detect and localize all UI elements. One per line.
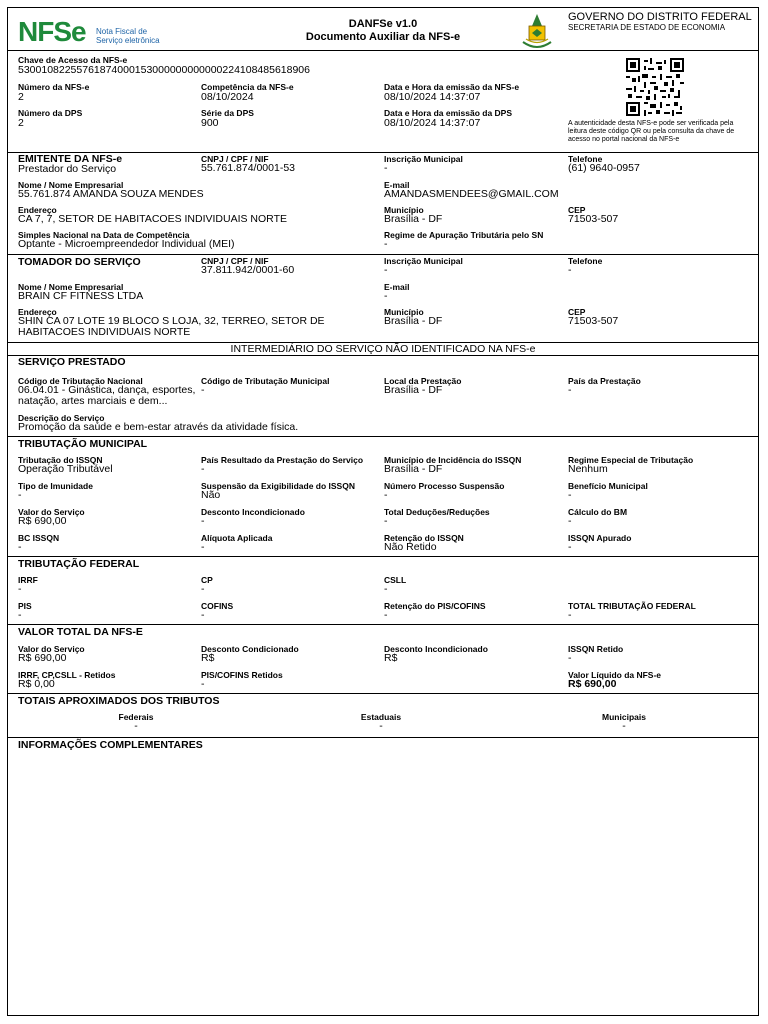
emitente-nome-label: Nome / Nome Empresarial [18,180,124,190]
vt-desc-inc-value: R$ [384,652,398,664]
tomador-end-value-2: HABITACOES INDIVIDUAIS NORTE [18,326,191,338]
valor-total-title: VALOR TOTAL DA NFS-E [18,626,143,638]
tomador-tel-label: Telefone [568,256,603,266]
serie-value: 900 [201,117,219,129]
local-value: Brasília - DF [384,384,443,396]
nfse-logo [18,16,178,50]
emitente-regime-value: - [384,238,388,250]
calc-bm-value: - [568,515,572,527]
tomador-im-value: - [384,264,388,276]
tomador-mun-label: Município [384,307,424,317]
valor-serv-value: R$ 690,00 [18,515,67,527]
bc-label: BC ISSQN [18,533,60,543]
vt-liquido-label: Valor Líquido da NFS-e [568,670,662,680]
info-title: INFORMAÇÕES COMPLEMENTARES [18,739,203,751]
emitente-cnpj-label: CNPJ / CPF / NIF [201,154,269,164]
desc-label: Descrição do Serviço [18,413,105,423]
emitente-simples-label: Simples Nacional na Data de Competência [18,230,190,240]
vt-irrf-ret-label: IRRF, CP,CSLL - Retidos [18,670,116,680]
emitente-mun-value: Brasília - DF [384,213,443,225]
trib-fed-title: TRIBUTAÇÃO FEDERAL [18,558,140,570]
total-fed-value: - [568,609,572,621]
ret-pis-label: Retenção do PIS/COFINS [384,601,486,611]
vt-issqn-ret-label: ISSQN Retido [568,644,624,654]
pais-res-label: País Resultado da Prestação do Serviço [201,455,364,465]
emitente-im-label: Inscrição Municipal [384,154,463,164]
doc-title: DANFSe v1.0 [348,18,418,30]
cod-nac-value-1: 06.04.01 - Ginástica, dança, esportes, [18,384,196,396]
totais-title: TOTAIS APROXIMADOS DOS TRIBUTOS [18,695,220,707]
csll-label: CSLL [384,575,407,585]
pis-value: - [18,609,22,621]
emissao-label: Data e Hora da emissão da NFS-e [384,82,520,92]
local-label: Local da Prestação [384,376,462,386]
federais-value: - [134,720,138,732]
chave-value: 53001082255761874000153000000000000224108485618906 [18,64,310,76]
vt-pis-ret-label: PIS/COFINS Retidos [201,670,283,680]
vt-liquido-value: R$ 690,00 [568,678,617,690]
competencia-value: 08/10/2024 [201,91,254,103]
irrf-value: - [18,583,22,595]
vt-issqn-ret-value: - [568,652,572,664]
tomador-end-value-1: SHIN CA 07 LOTE 19 BLOCO S LOJA, 32, TERREO, SETOR DE [18,315,325,327]
divider [8,737,758,738]
emitente-mun-label: Município [384,205,424,215]
estaduais-label: Estaduais [360,712,402,722]
tomador-nome-value: BRAIN CF FITNESS LTDA [18,290,144,302]
federais-label: Federais [118,712,154,722]
vt-desc-inc-label: Desconto Incondicionado [384,644,488,654]
emitente-cep-label: CEP [568,205,586,215]
dps-label: Número da DPS [18,108,83,118]
cod-mun-label: Código de Tributação Municipal [201,376,330,386]
emitente-cep-value: 71503-507 [568,213,619,225]
suspensao-label: Suspensão da Exigibilidade do ISSQN [201,481,355,491]
emitente-title: EMITENTE DA NFS-e [18,153,123,165]
trib-issqn-value: Operação Tributável [18,463,113,475]
cod-nac-label: Código de Tributação Nacional [18,376,143,386]
nfse-logo-sub2: Serviço eletrônica [96,36,160,45]
suspensao-value: Não [201,489,221,501]
gov-name: GOVERNO DO DISTRITO FEDERAL [568,11,752,23]
serie-label: Série da DPS [201,108,254,118]
tomador-title: TOMADOR DO SERVIÇO [18,256,141,268]
emitente-cnpj-value: 55.761.874/0001-53 [201,162,296,174]
emissao-value: 08/10/2024 14:37:07 [384,91,481,103]
retencao-value: Não Retido [384,541,437,553]
apurado-label: ISSQN Apurado [568,533,632,543]
cofins-value: - [201,609,205,621]
vt-irrf-ret-value: R$ 0,00 [18,678,55,690]
emitente-end-label: Endereço [18,205,57,215]
desc-inc-value: - [201,515,205,527]
emissao-dps-value: 08/10/2024 14:37:07 [384,117,481,129]
vt-pis-ret-value: - [201,678,205,690]
emitente-email-label: E-mail [384,180,410,190]
pais-res-value: - [201,463,205,475]
pais-value: - [568,384,572,396]
bc-value: - [18,541,22,553]
divider [8,693,758,694]
regime-esp-value: Nenhum [568,463,608,475]
tomador-cep-label: CEP [568,307,586,317]
beneficio-value: - [568,489,572,501]
municipais-value: - [622,720,626,732]
retencao-label: Retenção do ISSQN [384,533,464,543]
aliquota-value: - [201,541,205,553]
emitente-end-value: CA 7, 7, SETOR DE HABITACOES INDIVIDUAIS NORTE [18,213,287,225]
tomador-mun-value: Brasília - DF [384,315,443,327]
competencia-label: Competência da NFS-e [201,82,294,92]
tomador-email-label: E-mail [384,282,410,292]
emitente-subtitle: Prestador do Serviço [18,163,117,175]
aliquota-label: Alíquota Aplicada [201,533,273,543]
estaduais-value: - [379,720,383,732]
regime-esp-label: Regime Especial de Tributação [568,455,694,465]
divider [8,50,758,51]
emitente-simples-value: Optante - Microempreendedor Individual (MEI) [18,238,235,250]
valor-serv-label: Valor do Serviço [18,507,85,517]
nfse-logo-sub1: Nota Fiscal de [96,27,148,36]
municipais-label: Municipais [602,712,646,722]
qr-note: A autenticidade desta NFS-e pode ser verificada pela leitura deste código QR ou pela consulta da chave de acesso no portal nacional da NFS-e [568,120,735,143]
danfse-document [7,7,759,1016]
emitente-tel-value: (61) 9640-0957 [568,162,640,174]
emitente-nome-value: 55.761.874 AMANDA SOUZA MENDES [18,188,204,200]
tomador-end-label: Endereço [18,307,57,317]
vt-valor-serv-label: Valor do Serviço [18,644,85,654]
tomador-tel-value: - [568,264,572,276]
coat-of-arms-icon [520,12,554,52]
total-ded-value: - [384,515,388,527]
divider [8,556,758,557]
tomador-nome-label: Nome / Nome Empresarial [18,282,124,292]
nfse-logo-text: NFSe [18,16,86,47]
calc-bm-label: Cálculo do BM [568,507,628,517]
tomador-cep-value: 71503-507 [568,315,619,327]
numero-value: 2 [18,91,24,103]
cod-mun-value: - [201,384,205,396]
divider [8,624,758,625]
ret-pis-value: - [384,609,388,621]
chave-label: Chave de Acesso da NFS-e [18,55,128,65]
mun-inc-value: Brasília - DF [384,463,443,475]
trib-mun-title: TRIBUTAÇÃO MUNICIPAL [18,438,148,450]
proc-susp-label: Número Processo Suspensão [384,481,505,491]
cp-label: CP [201,575,213,585]
dps-value: 2 [18,117,24,129]
total-fed-label: TOTAL TRIBUTAÇÃO FEDERAL [568,601,696,611]
intermediario-notice: INTERMEDIÁRIO DO SERVIÇO NÃO IDENTIFICADO NA NFS-e [230,343,536,355]
numero-label: Número da NFS-e [18,82,90,92]
pis-label: PIS [18,601,32,611]
tomador-cnpj-label: CNPJ / CPF / NIF [201,256,269,266]
total-ded-label: Total Deduções/Reduções [384,507,490,517]
cp-value: - [201,583,205,595]
vt-valor-serv-value: R$ 690,00 [18,652,67,664]
emitente-email-value: AMANDASMENDEES@GMAIL.COM [384,188,559,200]
mun-inc-label: Município de Incidência do ISSQN [384,455,522,465]
imunidade-value: - [18,489,22,501]
emissao-dps-label: Data e Hora da emissão da DPS [384,108,513,118]
divider [8,254,758,255]
gov-dept: SECRETARIA DE ESTADO DE ECONOMIA [568,23,726,32]
cod-nac-value-2: natação, artes marciais e dem... [18,395,168,407]
cofins-label: COFINS [201,601,234,611]
emitente-im-value: - [384,162,388,174]
tomador-im-label: Inscrição Municipal [384,256,463,266]
servico-title: SERVIÇO PRESTADO [18,356,126,368]
qr-code-icon[interactable] [626,58,684,116]
pais-label: País da Prestação [568,376,641,386]
desc-inc-label: Desconto Incondicionado [201,507,305,517]
divider [8,436,758,437]
emitente-tel-label: Telefone [568,154,603,164]
imunidade-label: Tipo de Imunidade [18,481,93,491]
beneficio-label: Benefício Municipal [568,481,648,491]
proc-susp-value: - [384,489,388,501]
desc-value: Promoção da saúde e bem-estar através da atividade física. [18,421,299,433]
trib-issqn-label: Tributação do ISSQN [18,455,103,465]
doc-subtitle: Documento Auxiliar da NFS-e [305,31,461,43]
emitente-regime-label: Regime de Apuração Tributária pelo SN [384,230,544,240]
apurado-value: - [568,541,572,553]
irrf-label: IRRF [18,575,38,585]
vt-desc-cond-value: R$ [201,652,215,664]
vt-desc-cond-label: Desconto Condicionado [201,644,299,654]
tomador-email-value: - [384,290,388,302]
tomador-cnpj-value: 37.811.942/0001-60 [201,264,295,276]
csll-value: - [384,583,388,595]
